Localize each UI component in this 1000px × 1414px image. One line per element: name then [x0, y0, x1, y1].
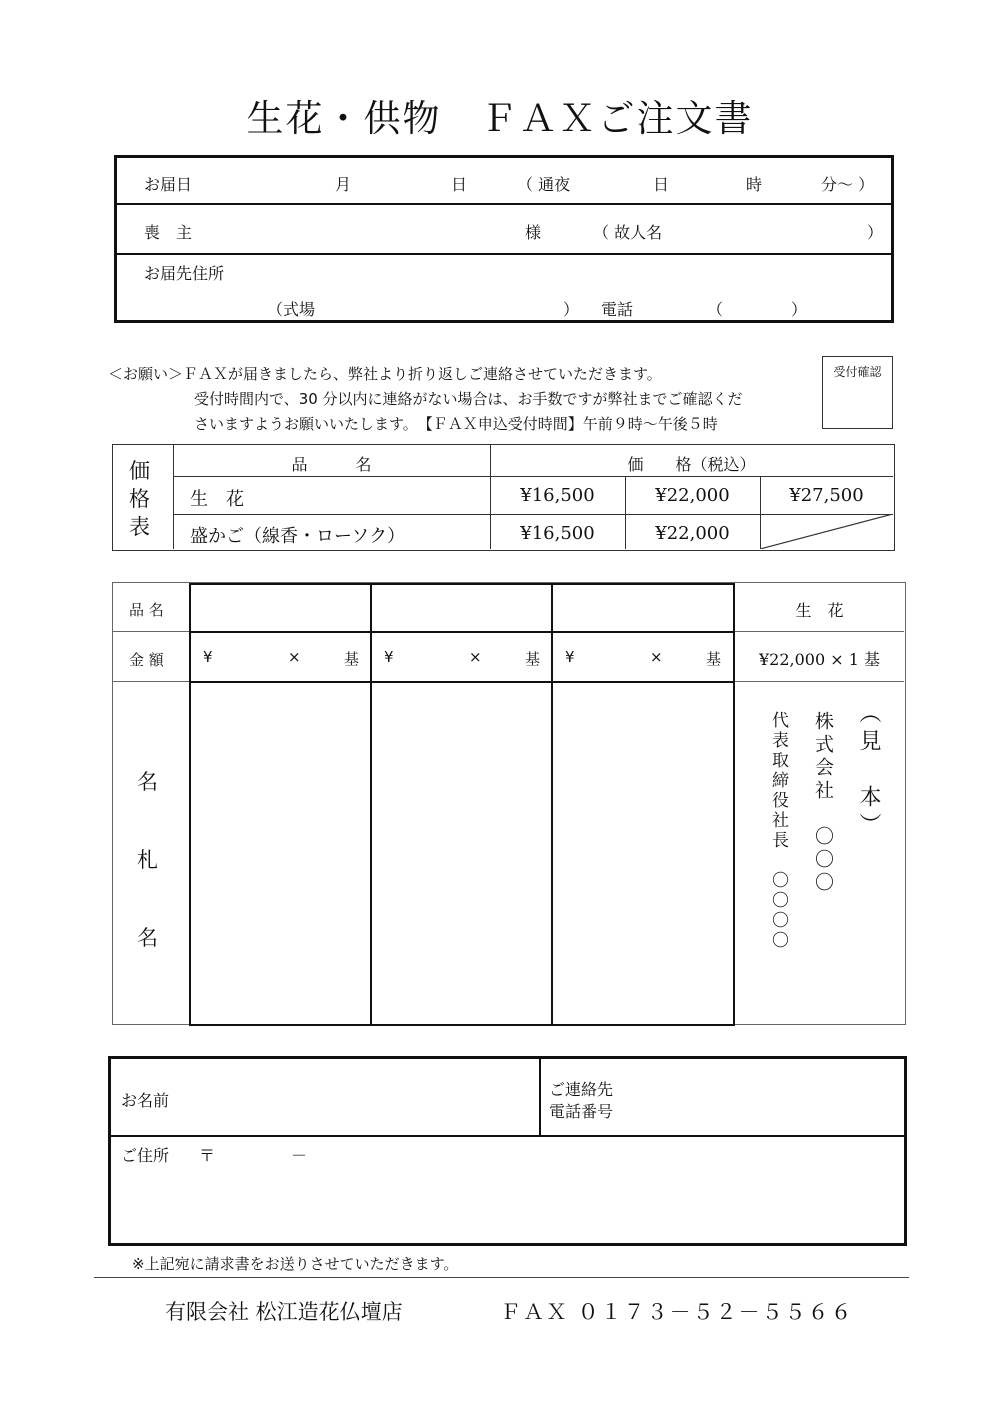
- delivery-info-box: [114, 155, 894, 323]
- nameplate-cell-2[interactable]: [370, 681, 553, 1026]
- yen-mark: ¥: [203, 648, 213, 666]
- divider: [733, 631, 904, 632]
- unit-mark: 基: [706, 650, 722, 668]
- request-note: [108, 362, 743, 437]
- contact-label: ご連絡先: [549, 1080, 614, 1099]
- deceased-close: ）: [867, 223, 884, 242]
- postal-dash: －: [291, 1146, 308, 1165]
- wake-label: （ 通夜: [517, 175, 571, 194]
- unit-mark: 基: [344, 650, 360, 668]
- price-cell: ¥16,500: [520, 523, 595, 544]
- invoice-note: ※上記宛に請求書をお送りさせていただきます。: [132, 1255, 459, 1273]
- sample-item: 生 花: [795, 601, 844, 620]
- note-line: 受付時間内で、30 分以内に連絡がない場合は、お手数ですが弊社までご確認くだ: [194, 390, 743, 408]
- side-char: 表: [129, 515, 150, 539]
- divider: [111, 1135, 904, 1137]
- yen-mark: ¥: [565, 648, 575, 666]
- price-cell: ¥27,500: [789, 485, 864, 506]
- venue-label: （式場: [267, 300, 316, 319]
- sample-title: 代表取締役社長 〇〇〇〇: [768, 711, 788, 951]
- sama-label: 様: [525, 223, 542, 242]
- price-cell: ¥22,000: [655, 485, 730, 506]
- wake-hour[interactable]: 時: [746, 175, 763, 194]
- reception-stamp-label: 受付確認: [833, 365, 882, 379]
- price-cell: ¥22,000: [655, 523, 730, 544]
- wake-day[interactable]: 日: [653, 175, 670, 194]
- divider: [173, 476, 893, 477]
- times-mark: ×: [650, 648, 663, 666]
- footer-divider: [94, 1277, 909, 1278]
- amount-cell-1[interactable]: [189, 631, 372, 683]
- times-mark: ×: [469, 648, 482, 666]
- reception-stamp-box: [822, 356, 893, 429]
- nameplate-cell-1[interactable]: [189, 681, 372, 1026]
- side-char: 価: [129, 459, 150, 483]
- customer-name-label: お名前: [121, 1091, 170, 1110]
- phone-open: （: [707, 300, 724, 319]
- footer-company: 有限会社 松江造花仏壇店: [165, 1300, 403, 1324]
- yen-mark: ¥: [384, 648, 394, 666]
- note-line: さいますようお願いいたします。 【ＦＡＸ申込受付時間】午前９時～午後５時: [194, 415, 718, 433]
- item-name-cell-1[interactable]: [189, 583, 372, 633]
- wake-minute[interactable]: 分～ ）: [821, 175, 875, 194]
- sample-amount: ¥22,000 × 1 基: [758, 650, 880, 669]
- side-char: 格: [129, 487, 150, 511]
- price-row-name: 生 花: [190, 489, 244, 510]
- phone-close: ）: [791, 300, 808, 319]
- row-label-item: 品 名: [129, 601, 164, 619]
- phone-number-label: 電話番号: [549, 1102, 614, 1121]
- sample-mihon: （見 本）: [856, 701, 881, 841]
- page-title: 生花・供物 ＦＡＸご注文書: [246, 97, 754, 140]
- delivery-day[interactable]: 日: [451, 175, 468, 194]
- phone-label: 電話: [601, 300, 634, 319]
- customer-address-label: ご住所: [121, 1146, 170, 1165]
- nameplate-char: 名: [137, 770, 158, 794]
- amount-cell-3[interactable]: [551, 631, 735, 683]
- row-label-amount: 金 額: [129, 651, 164, 669]
- unit-mark: 基: [525, 650, 541, 668]
- divider: [733, 681, 904, 682]
- item-name-cell-2[interactable]: [370, 583, 553, 633]
- venue-close: ）: [563, 300, 580, 319]
- price-cell: ¥16,500: [520, 485, 595, 506]
- order-table: [112, 582, 906, 1025]
- address-label: お届先住所: [144, 264, 225, 283]
- divider: [113, 631, 191, 632]
- item-name-cell-3[interactable]: [551, 583, 735, 633]
- delivery-month[interactable]: 月: [335, 175, 352, 194]
- nameplate-char: 名: [137, 926, 158, 950]
- nameplate-label: [137, 743, 158, 977]
- header-item-name: 品 名: [291, 455, 372, 474]
- nameplate-cell-3[interactable]: [551, 681, 735, 1026]
- divider: [117, 203, 891, 205]
- footer-fax: ＦＡＸ ０１７３－５２－５５６６: [500, 1300, 854, 1324]
- postal-mark: 〒: [199, 1146, 216, 1165]
- empty-cell-diagonal: [760, 514, 893, 549]
- nameplate-char: 札: [137, 848, 158, 872]
- note-line: ＜お願い＞ＦＡＸが届きましたら、弊社より折り返しご連絡させていただきます。: [108, 365, 662, 383]
- divider: [539, 1059, 541, 1135]
- divider: [117, 253, 891, 255]
- price-table: [112, 444, 895, 551]
- times-mark: ×: [288, 648, 301, 666]
- sample-company: 株式会社 〇〇〇: [812, 711, 834, 895]
- deceased-name-label: （ 故人名: [593, 223, 663, 242]
- divider: [113, 681, 191, 682]
- price-table-side-label: [129, 457, 150, 541]
- chief-mourner-label: 喪 主: [144, 223, 193, 242]
- amount-cell-2[interactable]: [370, 631, 553, 683]
- delivery-date-label: お届日: [144, 175, 193, 194]
- customer-info-box: [108, 1056, 907, 1246]
- header-price: 価 格（税込）: [627, 455, 756, 474]
- price-row-name: 盛かご（線香・ローソク）: [190, 526, 406, 547]
